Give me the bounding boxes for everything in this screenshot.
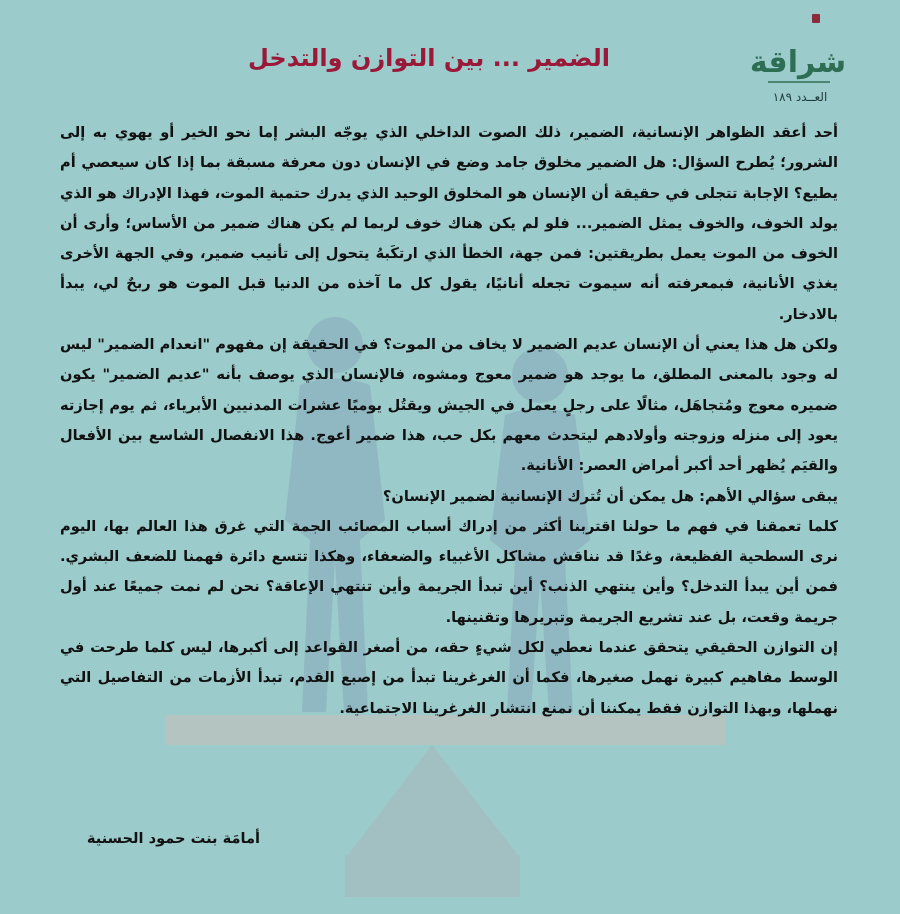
article-paragraph: أحد أعقد الظواهر الإنسانية، الضمير، ذلك الصوت الداخلي الذي يوجّه البشر إما نحو الخير أو يهوي به إلى الشرور؛ يُطرح السؤال: هل الضمير مخلوق جامد وضع في الإنسان دون معرفة مسبقة بما إذا كان سيعصي أم يطيع؟ الإجابة تتجلى في حقيقة أن الإنسان هو المخلوق الوحيد الذي يدرك حتمية الموت، فهذا الإدراك هو الذي يولد الخوف، والخوف يمثل الضمير... فلو لم يكن هناك خوف لربما لم يكن هناك ضمير من الأساس؛ وأرى أن الخوف من الموت يعمل بطريقتين: فمن جهة، الخطأ الذي ارتكَبهُ يتحول إلى تأنيب ضمير، وفي الجهة الأخرى يغذي الأنانية، فبمعرفته أنه سيموت تجعله أنانيًا، يقول كل ما آخذه من الدنيا قبل الموت هو ربحٌ لي، يبدأ بالادخار. [60, 124, 838, 323]
scale-fulcrum-icon [348, 745, 518, 855]
article-title: الضمير ... بين التوازن والتدخل [247, 44, 610, 72]
magazine-logo [749, 10, 847, 94]
article-body [60, 118, 838, 724]
article-paragraph: كلما تعمقنا في فهم ما حولنا اقتربنا أكثر من إدراك أسباب المصائب الجمة التي غرق هذا العالم بها، اليوم نرى السطحية الفظيعة، وغدًا قد نناقش مشاكل الأغبياء والضعفاء، وهكذا تتسع دائرة فهمنا للضعف البشري. فمن أين يبدأ التدخل؟ وأين ينتهي الذنب؟ أين تبدأ الجريمة وأين تنتهي الإعاقة؟ نحن لم نمت جميعًا عند أول جريمة وقعت، بل عند تشريع الجريمة وتبريرها وتقنينها. [60, 517, 838, 626]
scale-base-icon [345, 855, 520, 897]
author-name: أمامَة بنت حمود الحسنية [86, 830, 260, 847]
article-paragraph: يبقى سؤالي الأهم: هل يمكن أن تُترك الإنسانية لضمير الإنسان؟ [382, 487, 838, 505]
article-paragraph: إن التوازن الحقيقي يتحقق عندما نعطي لكل شيءٍ حقه، من أصغر القواعد إلى أكبرها، ليس كلما طرحت في الوسط مفاهيم كبيرة نهمل صغيرها، فكما أن الغرغرينا تبدأ من إصبع القدم، تبدأ الأزمات من التفاصيل التي نهملها، وبهذا التوازن فقط يمكننا أن نمنع انتشار الغرغرينا الاجتماعية. [60, 639, 838, 717]
article-paragraph: ولكن هل هذا يعني أن الإنسان عديم الضمير لا يخاف من الموت؟ في الحقيقة إن مفهوم "انعدام الضمير" ليس له وجود بالمعنى المطلق، ما يوجد هو ضمير معوج ومشوه، فالإنسان الذي يوصف بأنه "عديم الضمير" يكون ضميره معوج ومُتجاهَل، مثالًا على رجلٍ يعمل في الجيش ويقتُل يوميًا عشرات المدنيين الأبرياء، ثم يوم إجازته يعود إلى منزله وزوجته وأولادهم ليتحدث معهم بكل حب، هذا ضمير أعوج. هذا الانفصال الشاسع بين الأفعال والقيَم يُظهر أحد أكبر أمراض العصر: الأنانية. [60, 336, 838, 475]
header [0, 0, 900, 112]
logo-mark-icon [812, 14, 820, 23]
logo-text: شراقة [749, 45, 847, 80]
issue-number: العــدد ١٨٩ [772, 90, 828, 104]
